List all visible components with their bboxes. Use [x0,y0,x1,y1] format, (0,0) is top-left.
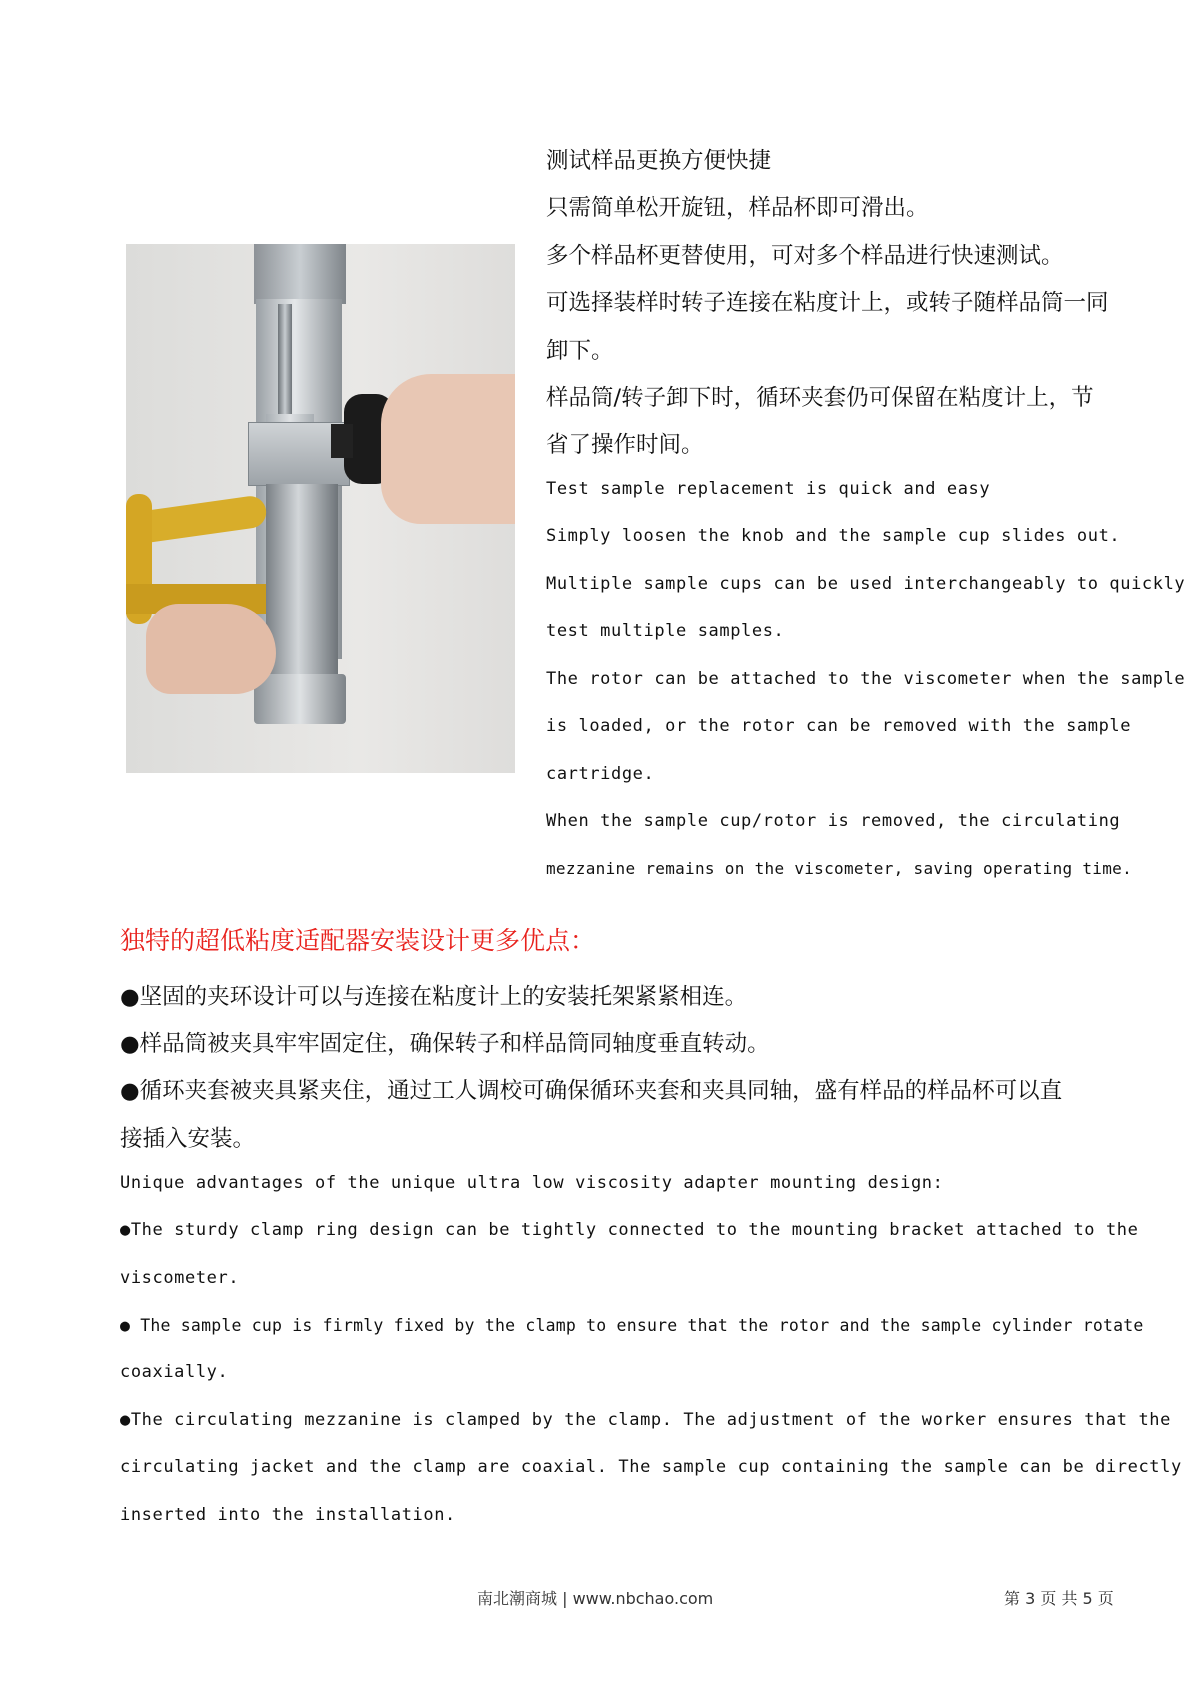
text-line: Test sample replacement is quick and easy [546,479,991,499]
bullet-item: ●样品筒被夹具牢牢固定住，确保转子和样品筒同轴度垂直转动。 [120,1031,770,1057]
text-line: ● The sample cup is firmly fixed by the clamp to ensure that the rotor and the sample cylinder rotate [120,1316,1144,1335]
footer-page-number: 第 3 页 共 5 页 [1004,1589,1114,1608]
text-line: circulating jacket and the clamp are coaxial. The sample cup containing the sample can be directly [120,1457,1182,1477]
bullet-item: 接插入安装。 [120,1126,256,1152]
text-line: ●The sturdy clamp ring design can be tightly connected to the mounting bracket attached to the [120,1220,1139,1240]
bullet-item: ●坚固的夹环设计可以与连接在粘度计上的安装托架紧紧相连。 [120,984,748,1010]
text-line: 只需简单松开旋钮，样品杯即可滑出。 [546,195,929,221]
text-line: The rotor can be attached to the viscometer when the sample [546,669,1186,689]
product-photo [126,244,515,773]
text-line: is loaded, or the rotor can be removed with the sample [546,716,1132,736]
text-line: 多个样品杯更替使用，可对多个样品进行快速测试。 [546,243,1064,269]
text-line: 卸下。 [546,338,614,364]
text-line: Multiple sample cups can be used interchangeably to quickly [546,574,1186,594]
text-line: ●The circulating mezzanine is clamped by the clamp. The adjustment of the worker ensures that the [120,1410,1171,1430]
footer-site: 南北潮商城 | www.nbchao.com [477,1589,714,1608]
text-line: coaxially. [120,1362,229,1382]
text-line: inserted into the installation. [120,1505,456,1525]
text-line: mezzanine remains on the viscometer, saving operating time. [546,859,1133,878]
section-heading: 独特的超低粘度适配器安装设计更多优点： [120,926,596,955]
text-line: 可选择装样时转子连接在粘度计上，或转子随样品筒一同 [546,290,1109,316]
text-line: test multiple samples. [546,621,785,641]
text-line: cartridge. [546,764,655,784]
bullet-item: ●循环夹套被夹具紧夹住，通过工人调校可确保循环夹套和夹具同轴，盛有样品的样品杯可以直 [120,1078,1063,1104]
text-line: 样品筒/转子卸下时，循环夹套仍可保留在粘度计上，节 [546,385,1094,411]
text-line: Simply loosen the knob and the sample cup slides out. [546,526,1121,546]
text-line: 省了操作时间。 [546,432,704,458]
text-line: viscometer. [120,1268,240,1288]
text-line: 测试样品更换方便快捷 [546,148,772,174]
text-line: Unique advantages of the unique ultra low viscosity adapter mounting design: [120,1173,944,1193]
text-line: When the sample cup/rotor is removed, the circulating [546,811,1121,831]
